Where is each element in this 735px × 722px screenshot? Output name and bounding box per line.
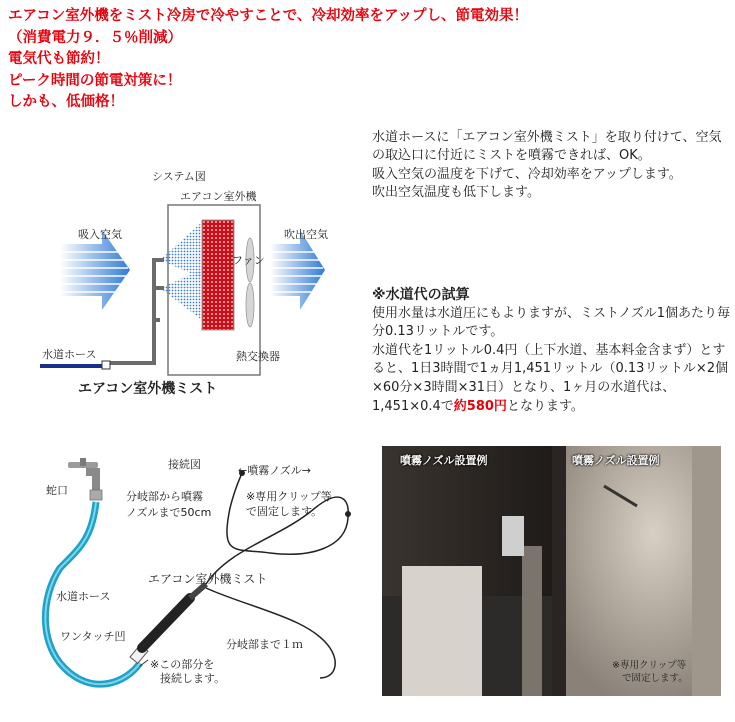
water-cost-text: 水道代を1リットル0.4円（上下水道、基本料金含まず）とすると、1日3時間で1ヵ月1,451リットル（0.13リットル×2個×60分×3時間×31日）となり、1ヶ月の水道代は、1,451×0.4で [372, 342, 729, 414]
clip-note: ※専用クリップ等 [246, 490, 332, 503]
headline-line: しかも、低価格！ [8, 94, 124, 110]
installation-photo [382, 446, 721, 696]
description-paragraph: 水道ホースに「エアコン室外機ミスト」を取り付けて、空気の取込口に付近にミストを噴霧できれば、OK。 [372, 130, 722, 164]
headline-line: エアコン室外機をミスト冷房で冷やすことで、冷却効率をアップし、節電効果！ [8, 8, 528, 24]
heat-exchanger [202, 220, 234, 330]
water-cost-text: となります。 [506, 398, 584, 414]
connect-note: 接続します。 [160, 672, 226, 685]
headline [8, 6, 728, 114]
hose-label: 水道ホース [42, 348, 97, 361]
water-cost-title: ※水道代の試算 [372, 287, 470, 303]
product-label: エアコン室外機ミスト [78, 381, 218, 397]
system-diagram [30, 160, 350, 410]
connect-note: ※この部分を [150, 658, 215, 671]
description-paragraph: 吸入空気の温度を下げて、冷却効率をアップします。 [372, 166, 682, 182]
headline-line: 電気代も節約！ [8, 51, 110, 67]
headline-line: ピーク時間の節電対策に！ [8, 72, 182, 89]
to-branch-label: 分岐部まで１ｍ [226, 638, 303, 651]
faucet-label: 蛇口 [46, 484, 68, 497]
nozzle-icon [345, 511, 351, 517]
installation-photo-drawing [382, 446, 721, 696]
product-label: エアコン室外機ミスト [148, 572, 268, 586]
photo-note: ※専用クリップ等 [612, 660, 687, 671]
outdoor-unit-label: エアコン室外機 [180, 190, 257, 203]
water-cost-section [372, 286, 730, 416]
system-diagram-title: システム図 [152, 170, 206, 183]
exhaust-air-label: 吹出空気 [284, 228, 328, 241]
headline-line: （消費電力９．５％削減） [8, 29, 182, 46]
intake-air-label: 吸入空気 [78, 228, 122, 241]
branch-to-nozzle-label: 分岐部から噴霧 [126, 490, 203, 503]
hose-label: 水道ホース [56, 590, 111, 603]
description-paragraph: 吹出空気温度も低下します。 [372, 185, 540, 201]
clip-note: で固定します。 [246, 505, 323, 518]
faucet-icon [68, 458, 102, 500]
water-cost-paragraph: 使用水量は水道圧にもよりますが、ミストノズル1個あたり毎分0.13リットルです。 [372, 305, 730, 340]
water-cost-highlight: 約580円 [453, 398, 507, 414]
water-cost-paragraph [372, 342, 730, 416]
branch-to-nozzle-label: ノズルまで50cm [126, 506, 212, 519]
connection-diagram [30, 448, 375, 703]
photo-note: で固定します。 [622, 673, 688, 684]
one-touch-label: ワンタッチ凹 [60, 630, 126, 643]
nozzle-label: ←噴霧ノズル→ [238, 464, 311, 477]
intake-arrow [60, 230, 130, 310]
description [372, 129, 730, 203]
heat-exchanger-label: 熱交換器 [236, 350, 280, 363]
connection-diagram-title: 接続図 [168, 458, 201, 471]
pointer-arrow [140, 660, 148, 666]
mist-device [142, 584, 206, 648]
photo-caption-right: 噴霧ノズル設置例 [572, 454, 660, 467]
photo-caption-left: 噴霧ノズル設置例 [400, 454, 488, 467]
exhaust-arrow [270, 230, 325, 310]
fan-label: ファン [232, 254, 265, 267]
hose-connector [102, 361, 110, 369]
